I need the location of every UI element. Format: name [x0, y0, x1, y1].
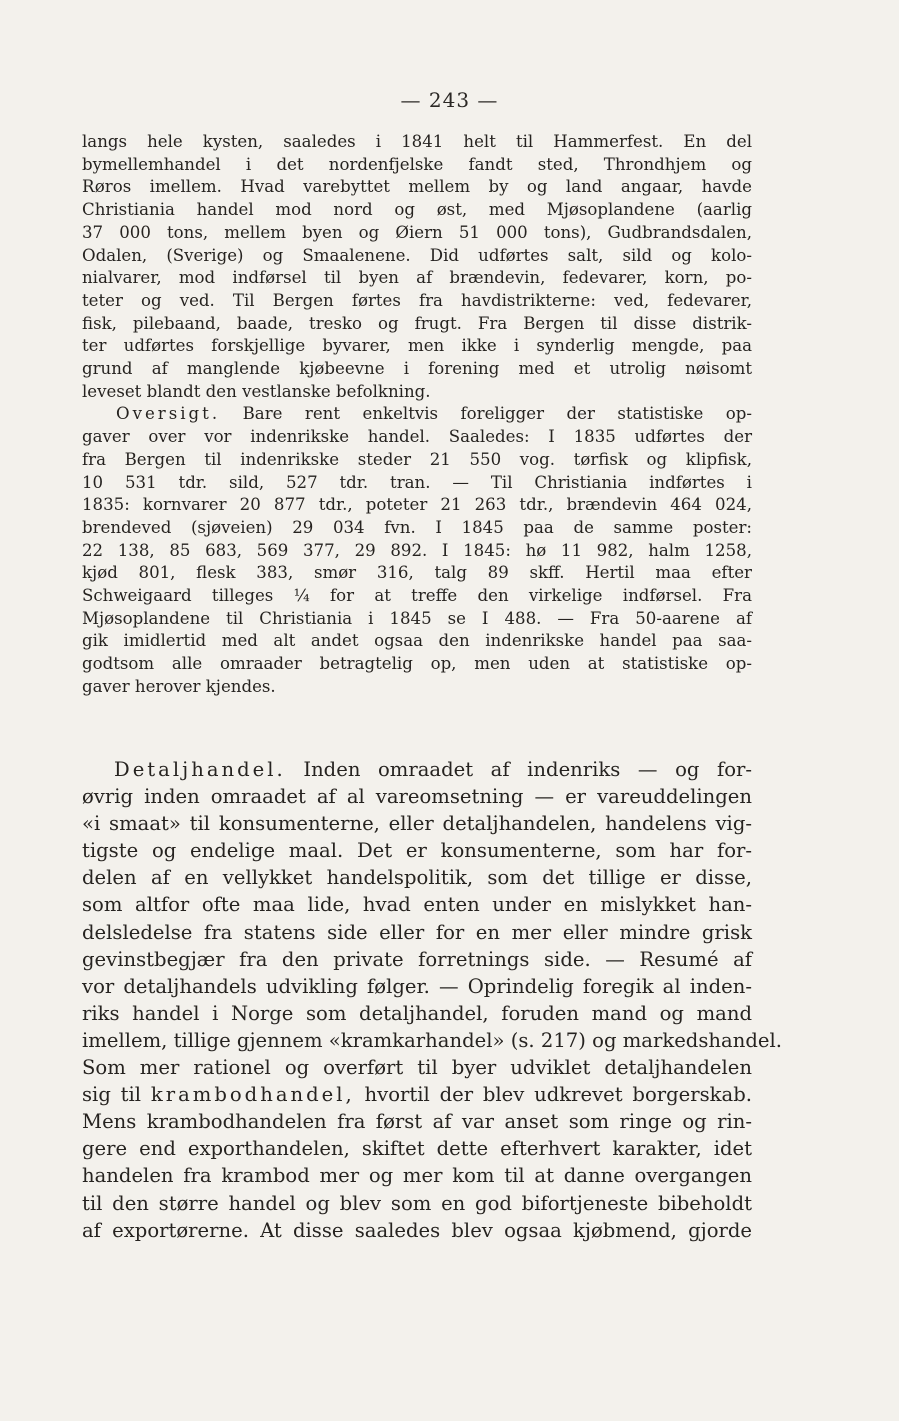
- text-line: delsledelse fra statens side eller for en mer eller mindre grisk: [82, 920, 752, 944]
- text-line: Som mer rationel og overført til byer udviklet detaljhandelen: [82, 1056, 752, 1080]
- text-line: [82, 1081, 752, 1108]
- oversigt-heading: Oversigt.: [116, 404, 221, 424]
- text-line: 1835: kornvarer 20 877 tdr., poteter 21 263 tdr., brændevin 464 024,: [82, 495, 752, 515]
- text-line: 37 000 tons, mellem byen og Øiern 51 000 tons), Gudbrandsdalen,: [82, 222, 752, 242]
- text-line: Schweigaard tilleges ¼ for at treffe den virkelige indførsel. Fra: [82, 586, 752, 606]
- text-line: 22 138, 85 683, 569 377, 29 892. I 1845: hø 11 982, halm 1258,: [82, 540, 752, 560]
- text-line: [82, 403, 752, 426]
- text-segment: hvortil der blev udkrevet borgerskab.: [364, 1083, 753, 1107]
- text-block-large: [82, 756, 782, 1244]
- text-line: langs hele kysten, saaledes i 1841 helt til Hammerfest. En del: [82, 132, 752, 151]
- text-line: delen af en vellykket handelspolitik, som det tillige er disse,: [82, 866, 752, 890]
- text-line: Mjøsoplandene til Christiania i 1845 se I 488. — Fra 50-aarene af: [82, 608, 752, 628]
- text-line: bymellemhandel i det nordenfjelske fandt sted, Throndhjem og: [82, 154, 752, 174]
- text-line: Røros imellem. Hvad varebyttet mellem by og land angaar, havde: [82, 177, 752, 197]
- text-line: gaver over vor indenrikske handel. Saaledes: I 1835 udførtes der: [82, 427, 752, 447]
- page-number: — 243 —: [400, 88, 499, 112]
- text-block-small: [82, 131, 752, 699]
- text-line: leveset blandt den vestlanske befolkning.: [82, 381, 431, 401]
- text-line: gevinstbegjær fra den private forretnings side. — Resumé af: [82, 947, 752, 971]
- text-line: handelen fra krambod mer og mer kom til at danne overgangen: [82, 1164, 752, 1188]
- text-line: som altfor ofte maa lide, hvad enten under en mislykket han-: [82, 893, 752, 917]
- text-line: grund af manglende kjøbeevne i forening med et utrolig nøisomt: [82, 359, 752, 379]
- text-line: vor detaljhandels udvikling følger. — Oprindelig foregik al inden-: [82, 974, 752, 998]
- text-line: nialvarer, mod indførsel til byen af brændevin, fedevarer, korn, po-: [82, 268, 752, 288]
- text-line: fra Bergen til indenrikske steder 21 550 vog. tørfisk og klipfisk,: [82, 449, 752, 469]
- text-line: kjød 801, flesk 383, smør 316, talg 89 skff. Hertil maa efter: [82, 563, 752, 583]
- text-segment: Inden omraadet af indenriks — og for-: [303, 758, 752, 781]
- text-line: tigste og endelige maal. Det er konsumenterne, som har for-: [82, 839, 752, 863]
- text-line: til den større handel og blev som en god bifortjeneste bibeholdt: [82, 1191, 752, 1215]
- text-line: Christiania handel mod nord og øst, med Mjøsoplandene (aarlig: [82, 200, 752, 220]
- text-line: «i smaat» til konsumenterne, eller detaljhandelen, handelens vig-: [82, 812, 752, 836]
- detaljhandel-heading: Detaljhandel.: [114, 758, 286, 781]
- text-line: brendeved (sjøveien) 29 034 fvn. I 1845 paa de samme poster:: [82, 517, 752, 537]
- text-line: af exportørerne. At disse saaledes blev ogsaa kjøbmend, gjorde: [82, 1218, 752, 1242]
- text-segment: Bare rent enkeltvis foreligger der statistiske op-: [242, 404, 752, 424]
- text-line: øvrig inden omraadet af al vareomsetning — er vareuddelingen: [82, 785, 752, 809]
- text-line: fisk, pilebaand, baade, tresko og frugt. Fra Bergen til disse distrik-: [82, 313, 752, 333]
- text-line: teter og ved. Til Bergen førtes fra havdistrikterne: ved, fedevarer,: [82, 290, 752, 310]
- text-line: ter udførtes forskjellige byvarer, men ikke i synderlig mengde, paa: [82, 336, 752, 356]
- text-line: Mens krambodhandelen fra først af var anset som ringe og rin-: [82, 1110, 752, 1134]
- text-line: [82, 756, 752, 783]
- text-line: gik imidlertid med alt andet ogsaa den indenrikske handel paa saa-: [82, 631, 752, 651]
- text-line: gaver herover kjendes.: [82, 676, 276, 696]
- text-line: Odalen, (Sverige) og Smaalenene. Did udførtes salt, sild og kolo-: [82, 245, 752, 265]
- krambodhandel-emphasis: krambodhandel,: [150, 1083, 355, 1107]
- text-line: riks handel i Norge som detaljhandel, foruden mand og mand: [82, 1001, 752, 1025]
- text-line: gere end exporthandelen, skiftet dette efterhvert karakter, idet: [82, 1137, 752, 1161]
- text-segment: sig til: [82, 1083, 142, 1107]
- text-line: godtsom alle omraader betragtelig op, men uden at statistiske op-: [82, 654, 752, 674]
- text-line: imellem, tillige gjennem «kramkarhandel» (s. 217) og markedshandel.: [82, 1028, 782, 1052]
- text-line: 10 531 tdr. sild, 527 tdr. tran. — Til Christiania indførtes i: [82, 472, 752, 492]
